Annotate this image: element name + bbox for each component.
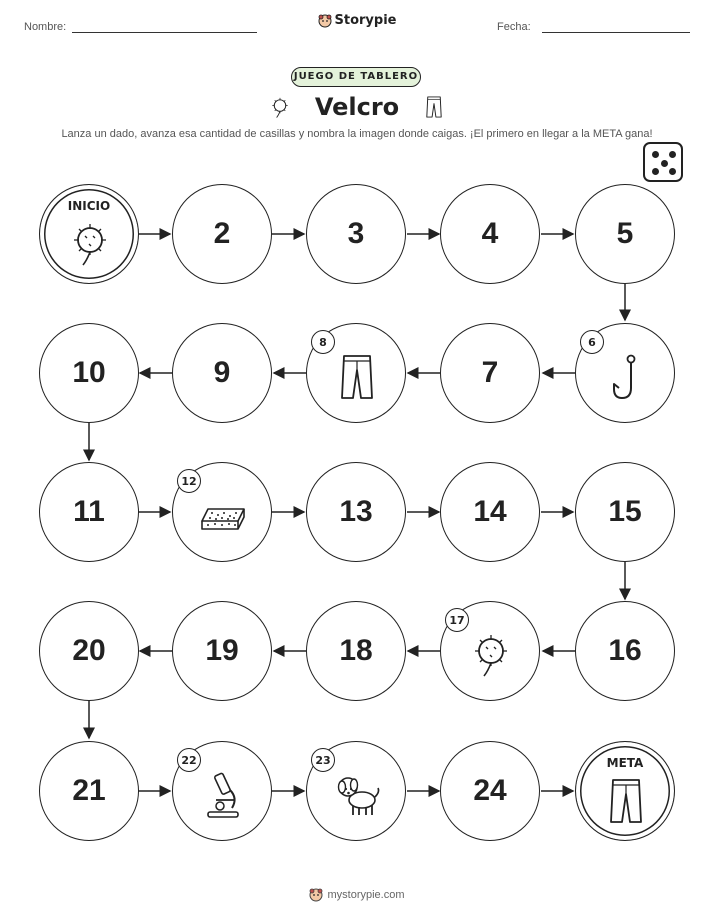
board-cell-picture[interactable] [575,323,675,423]
cell-number: 21 [72,774,106,807]
cell-number-badge: 22 [177,748,201,772]
board-cell[interactable] [306,184,406,284]
game-type-badge: JUEGO DE TABLERO [291,67,421,87]
cell-number: 16 [608,634,642,667]
board-cell[interactable] [39,741,139,841]
board-cell[interactable] [440,462,540,562]
board-cell-picture[interactable] [172,741,272,841]
board-cell[interactable] [172,323,272,423]
board-cell[interactable] [440,323,540,423]
microscope-icon [198,770,248,820]
cell-number: 10 [72,356,106,389]
cell-number: 11 [73,495,105,528]
cell-number-badge: 6 [580,330,604,354]
board-cell[interactable] [575,184,675,284]
board-cell-finish[interactable] [575,741,675,841]
board-cell[interactable] [172,601,272,701]
board-cell[interactable] [39,462,139,562]
board-cell[interactable] [440,184,540,284]
cell-number: 9 [213,356,231,389]
cell-number-badge: 17 [445,608,469,632]
board-cell[interactable] [575,601,675,701]
sponge-icon [198,491,248,541]
footer [0,888,714,905]
cell-number: 19 [205,634,239,667]
cell-number: 4 [481,217,499,250]
storypie-logo-icon [309,888,323,902]
name-label: Nombre: [24,21,67,33]
cell-number: 7 [481,356,499,389]
cell-number: 14 [473,495,507,528]
board-cell[interactable] [306,462,406,562]
cell-number: 18 [339,634,373,667]
cell-number: 15 [608,495,642,528]
burr-icon [65,219,115,269]
dog-icon [332,770,382,820]
footer-url[interactable]: mystorypie.com [327,889,405,901]
board-cell-picture[interactable] [440,601,540,701]
board-cell[interactable] [172,184,272,284]
start-label: INICIO [67,199,111,213]
hook-icon [601,352,651,402]
board-cell[interactable] [440,741,540,841]
date-label: Fecha: [497,21,531,33]
cell-number: 3 [347,217,365,250]
cell-number: 2 [213,217,231,250]
cell-number-badge: 8 [311,330,335,354]
cell-number: 20 [72,634,106,667]
board-cell-picture[interactable] [306,323,406,423]
brand-name: Storypie [334,13,397,28]
instructions: Lanza un dado, avanza esa cantidad de casillas y nombra la imagen donde caigas. ¡El primero en llegar a la META gana! [61,128,653,140]
pants-icon [601,776,651,826]
board-cell-start[interactable] [39,184,139,284]
cell-number-badge: 23 [311,748,335,772]
cell-number: 24 [473,774,507,807]
cell-number-badge: 12 [177,469,201,493]
board-cell[interactable] [575,462,675,562]
page-title: Velcro [314,93,400,121]
board-cell[interactable] [39,601,139,701]
board-cell[interactable] [306,601,406,701]
cell-number: 13 [339,495,373,528]
board-cell[interactable] [39,323,139,423]
pants-icon [332,352,382,402]
board-cell-picture[interactable] [172,462,272,562]
finish-label: META [606,756,644,770]
board-cell-picture[interactable] [306,741,406,841]
cell-number: 5 [616,217,634,250]
burr-icon [466,630,516,680]
